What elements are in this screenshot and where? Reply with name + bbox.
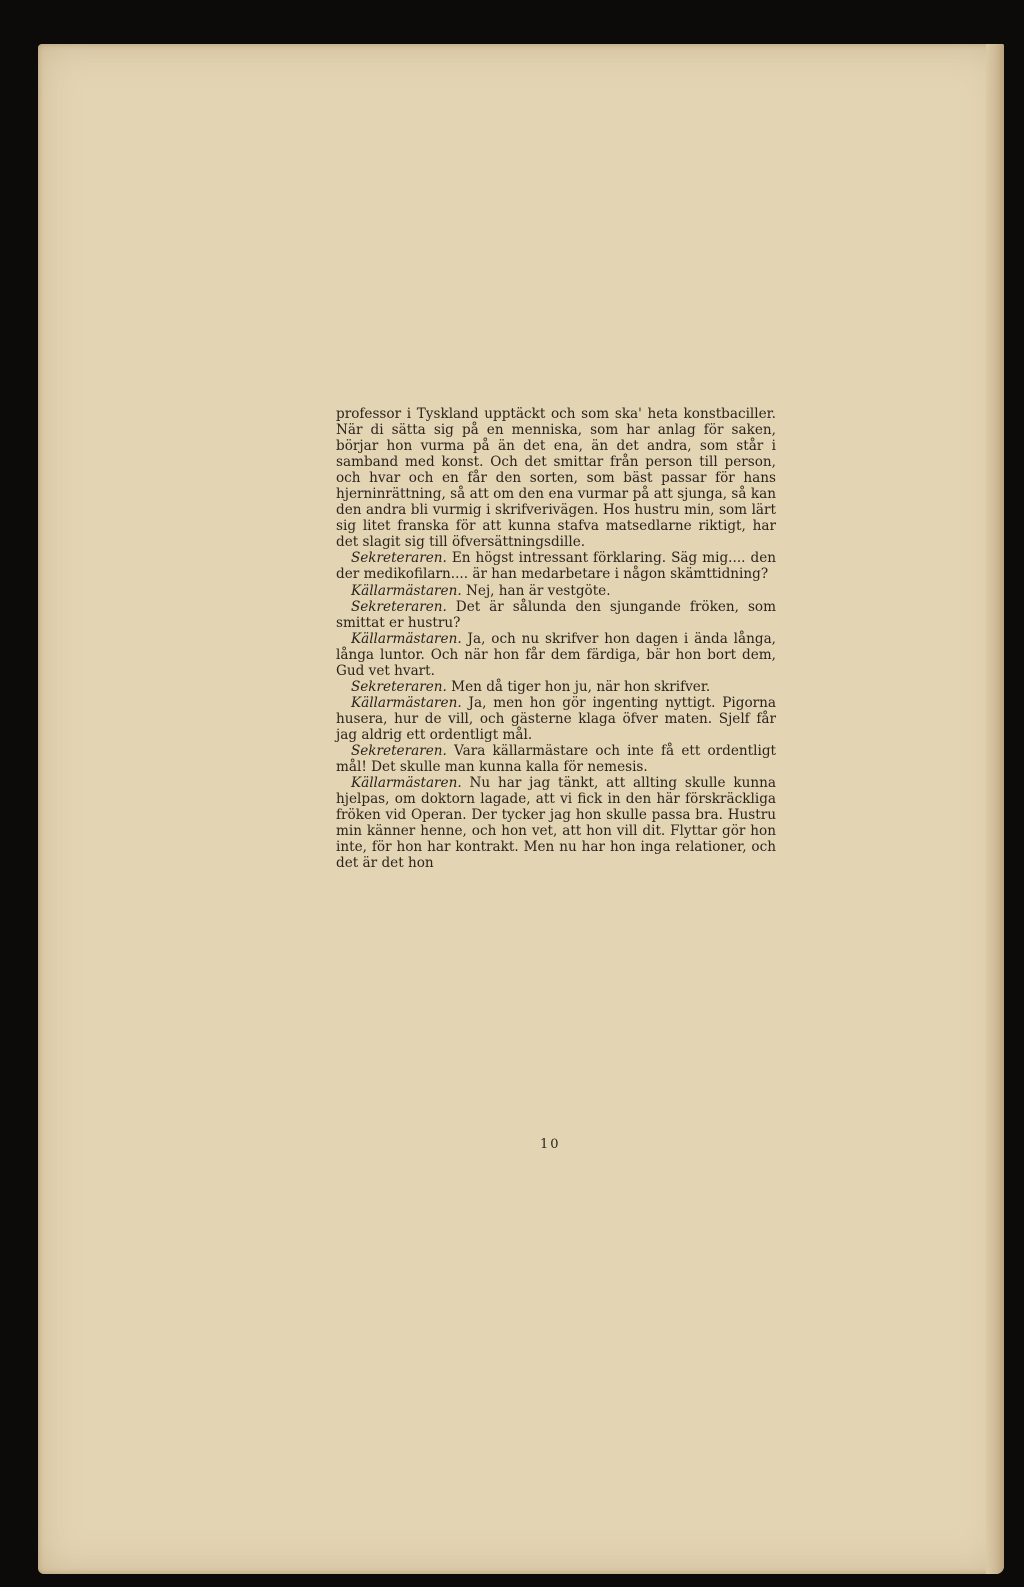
paragraph [336, 631, 776, 679]
paragraph-text: Det är sålunda den sjungande fröken, som smittat er hustru? [336, 598, 776, 631]
paragraph-text: Vara källarmästare och inte få ett ordentligt mål! Det skulle man kunna kalla för nemesis. [336, 742, 776, 776]
speaker-name: Sekreteraren. [350, 678, 447, 695]
paragraph [336, 406, 776, 550]
paragraph [336, 550, 776, 582]
speaker-name: Källarmästaren. [350, 630, 462, 647]
paragraph-text: En högst intressant förklaring. Säg mig.... den der medikofilarn.... är han medarbetare i någon skämttidning? [336, 550, 776, 583]
paragraph [336, 583, 776, 599]
page-edge [986, 44, 1004, 1574]
speaker-name: Källarmästaren. [350, 775, 462, 792]
page-number: 10 [540, 1137, 561, 1152]
paragraph [336, 775, 776, 871]
paragraph-text: Men då tiger hon ju, när hon skrifver. [451, 678, 711, 695]
paragraph [336, 599, 776, 631]
speaker-name: Källarmästaren. [350, 694, 462, 711]
paragraph [336, 695, 776, 743]
speaker-name: Sekreteraren. [350, 598, 447, 615]
paragraph [336, 679, 776, 695]
paragraph-text: professor i Tyskland upptäckt och som ska' heta konstbaciller. När di sätta sig på en menniska, som har anlag för saken, börjar hon vurma på än det ena, än det andra, som står i samband med konst. Och det smittar från person till person, och hvar och en får den sorten, som bäst passar för hans hjerninrättning, så att om den ena vurmar på att sjunga, så kan den andra bli vurmig i skrifverivägen. Hos hustru min, som lärt sig litet franska för att kunna stafva matsedlarne riktigt, har det slagit sig till öfversättningsdille. [336, 406, 776, 551]
paragraph-text: Nej, han är vestgöte. [466, 582, 611, 599]
paragraph-text: Nu har jag tänkt, att allting skulle kunna hjelpas, om doktorn lagade, att vi fick in den här förskräckliga fröken vid Operan. Der tycker jag hon skulle passa bra. Hustru min känner henne, och hon vet, att hon vill dit. Flyttar gör hon inte, för hon har kontrakt. Men nu har hon inga relationer, och det är det hon [336, 775, 777, 872]
speaker-name: Sekreteraren. [350, 550, 447, 567]
speaker-name: Källarmästaren. [350, 582, 462, 599]
body-text [336, 406, 776, 871]
paragraph [336, 743, 776, 775]
paragraph-text: Ja, och nu skrifver hon dagen i ända långa, långa luntor. Och när hon får dem färdiga, bär hon bort dem, Gud vet hvart. [336, 630, 776, 679]
paragraph-text: Ja, men hon gör ingenting nyttigt. Pigorna husera, hur de vill, och gästerne klaga öfver maten. Sjelf får jag aldrig ett ordentligt mål. [336, 694, 776, 743]
speaker-name: Sekreteraren. [350, 742, 447, 759]
